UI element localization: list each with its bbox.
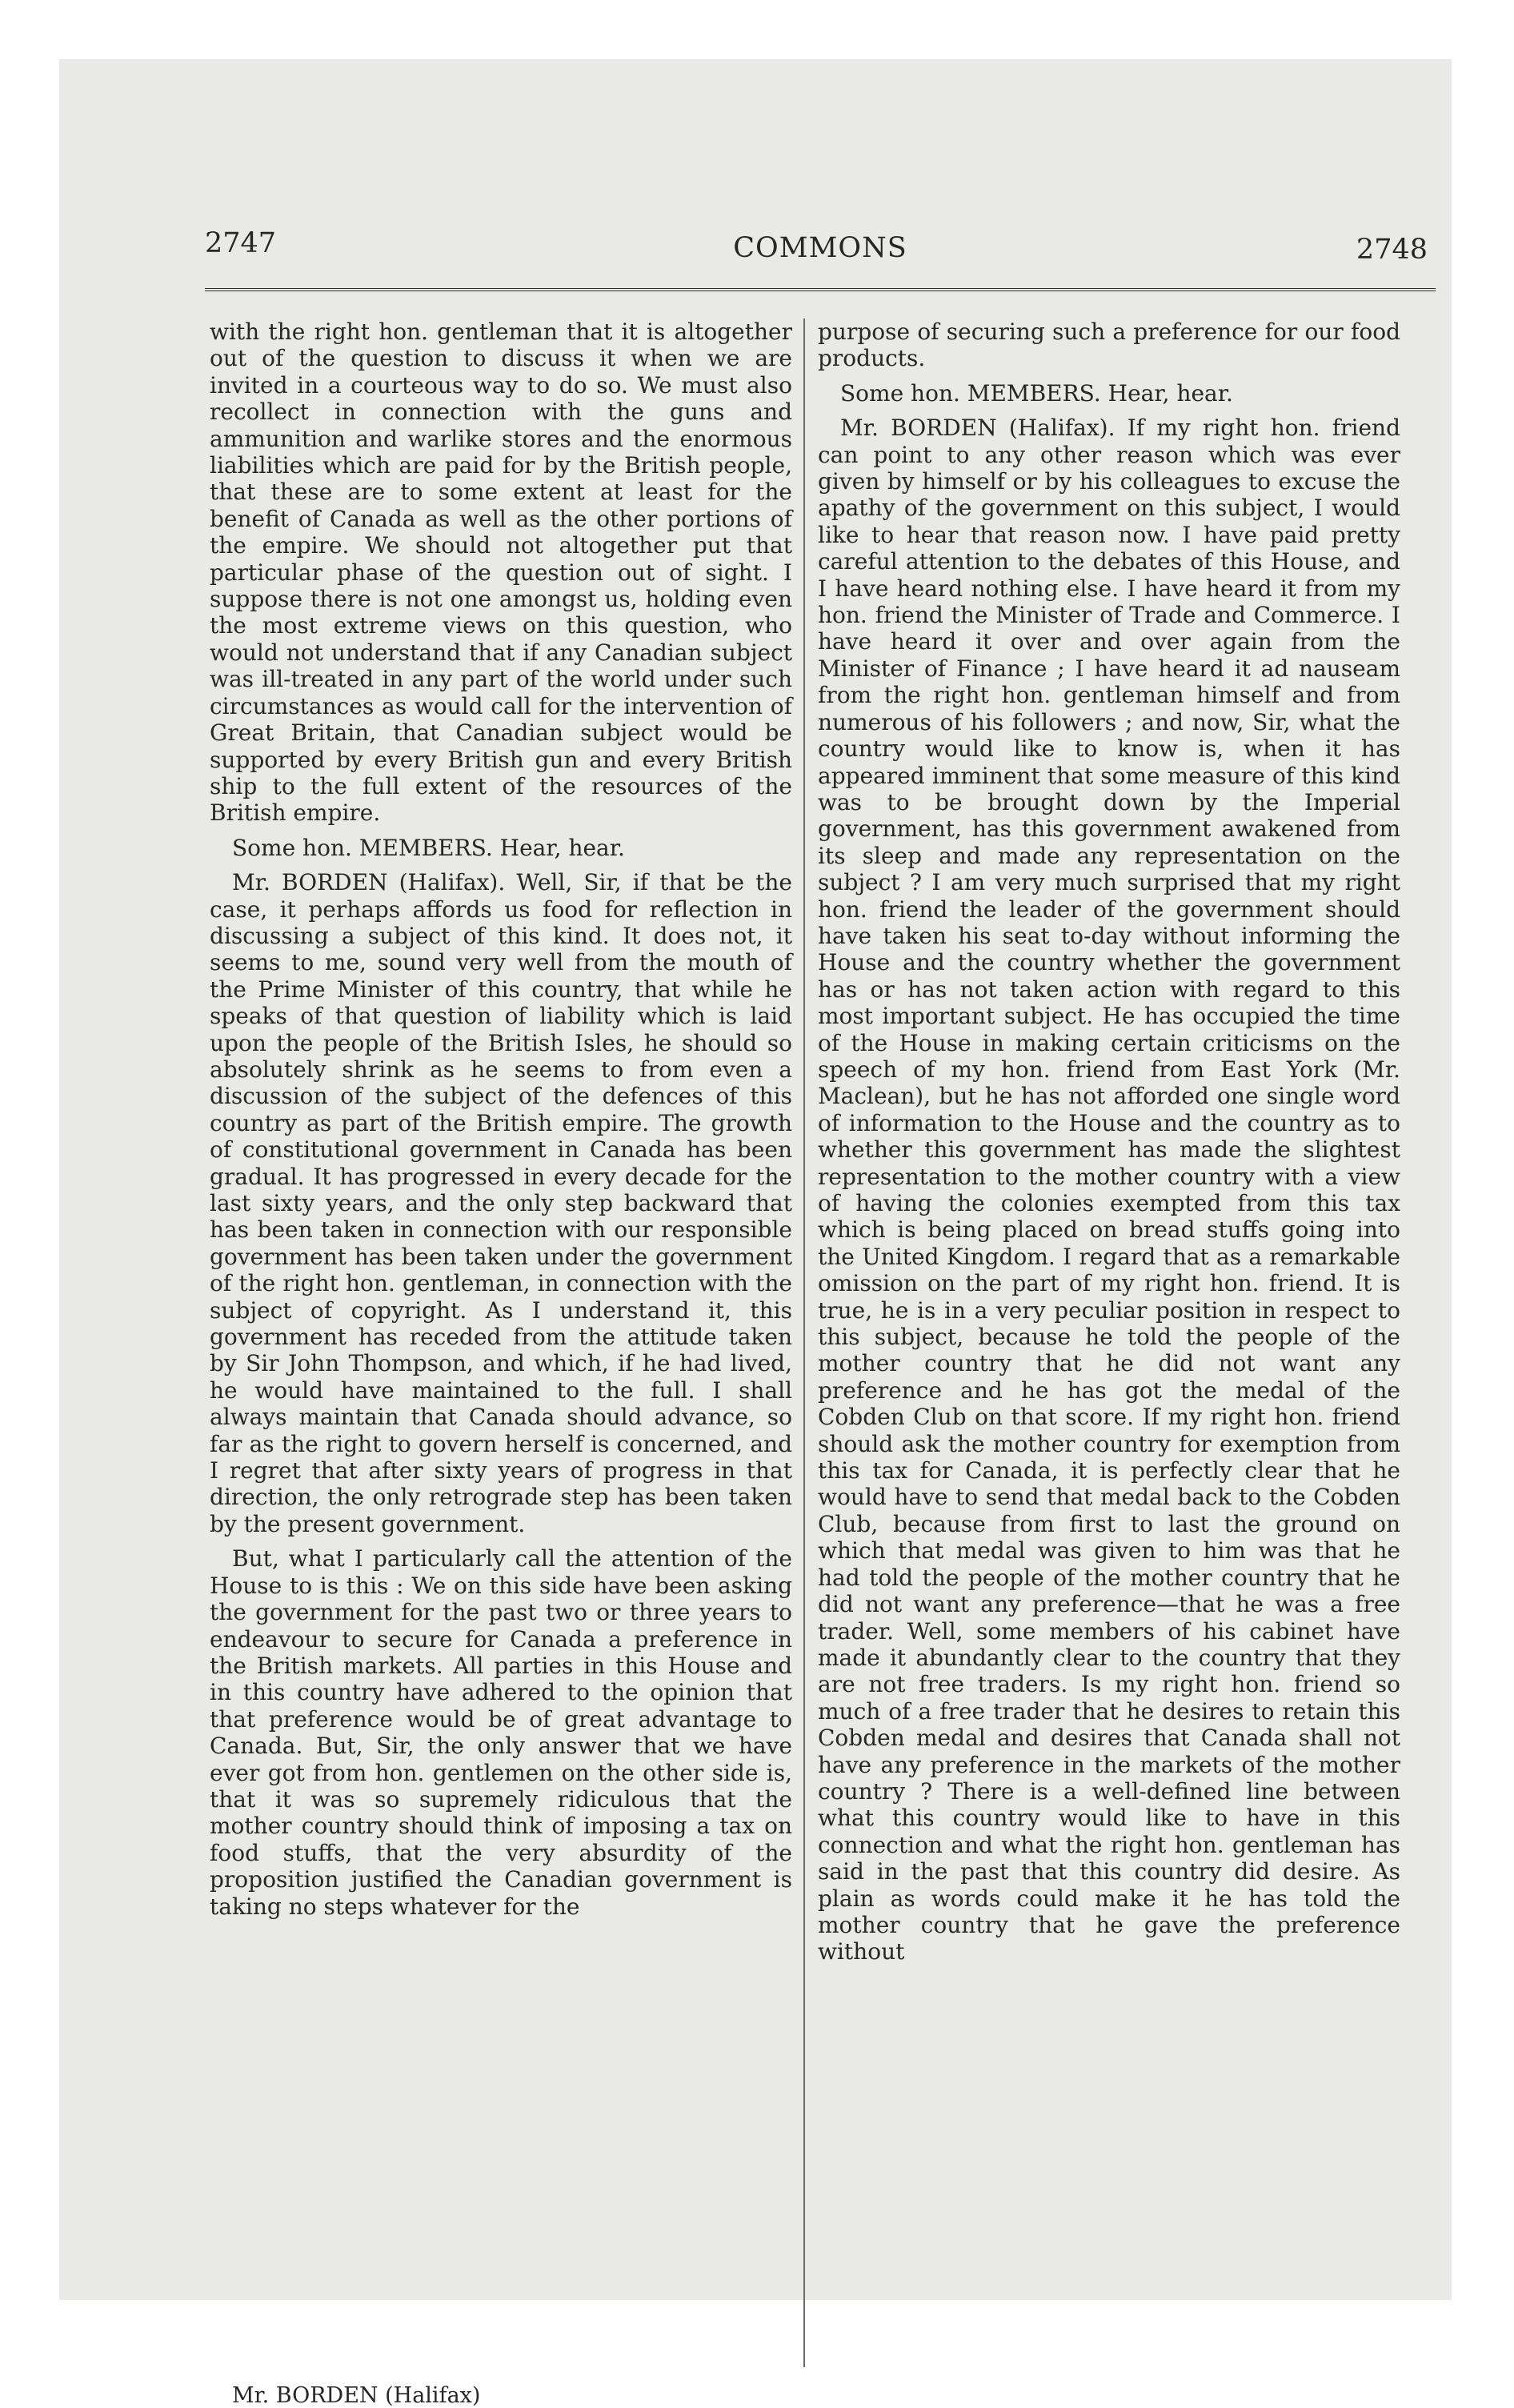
page-header: [205, 227, 1436, 275]
scanned-page: [59, 59, 1452, 2408]
interjection: Some hon. MEMBERS. Hear, hear.: [840, 379, 1233, 407]
header-rule: [205, 288, 1436, 294]
hansard-page: [205, 227, 1436, 2408]
page-number-left: 2747: [205, 227, 277, 259]
right-column: [818, 319, 1400, 1965]
paragraph: with the right hon. gentleman that it is altogether out of the question to discuss it when we are invited in a courteous way to do so. We must also recollect in connection with the guns and ammunition and warlike stores and the enormous liabilities which are paid for by the British people, that these are to some extent at least for the benefit of Canada as well as the other portions of the empire. We should not altogether put that particular phase of the question out of sight. I suppose there is not one amongst us, holding even the most extreme views on this question, who would not understand that if any Canadian subject was ill-treated in any part of the world under such circumstances as would call for the intervention of Great Britain, that Canadian subject would be supported by every British gun and every British ship to the full extent of the resources of the British empire.: [210, 319, 792, 827]
running-head: COMMONS: [733, 232, 907, 264]
column-divider: [803, 319, 805, 2367]
interjection: Some hon. MEMBERS. Hear, hear.: [232, 834, 625, 861]
paragraph: purpose of securing such a preference for our food products.: [818, 319, 1400, 372]
speech-paragraph: Mr. BORDEN (Halifax). If my right hon. friend can point to any other reason which was ever given by himself or by his colleagues to excuse the apathy of the government on this subject, I would like to hear that reason now. I have paid pretty careful attention to the debates of this House, and I have heard nothing else. I have heard it from my hon. friend the Minister of Trade and Commerce. I have heard it over and over again from the Minister of Finance ; I have heard it ad nauseam from the right hon. gentleman himself and from numerous of his followers ; and now, Sir, what the country would like to know is, when it has appeared imminent that some measure of this kind was to be brought down by the Imperial government, has this government awakened from its sleep and made any representation on the subject ? I am very much surprised that my right hon. friend the leader of the government should have taken his seat to-day without informing the House and the country whether the government has or has not taken action with regard to this most important subject. He has occupied the time of the House in making certain criticisms on the speech of my hon. friend from East York (Mr. Maclean), but he has not afforded one single word of information to the House and the country as to whether this government has made the slightest representation to the mother country with a view of having the colonies exempted from this tax which is being placed on bread stuffs going into the United Kingdom. I regard that as a remarkable omission on the part of my right hon. friend. It is true, he is in a very peculiar position in respect to this subject, because he told the people of the mother country that he did not want any preference and he has got the medal of the Cobden Club on that score. If my right hon. friend should ask the mother country for exemption from this tax for Canada, it is perfectly clear that he would have to send that medal back to the Cobden Club, because from first to last the ground on which that medal was given to him was that he had told the people of the mother country that he did not want any preference—that he was a free trader. Well, some members of his cabinet have made it abundantly clear to the country that they are not free traders. Is my right hon. friend so much of a free trader that he desires to retain this Cobden medal and desires that Canada shall not have any preference in the markets of the mother country ? There is a well-defined line between what this country would like to have in this connection and what the right hon. gentleman has said in the past that this country did desire. As plain as words could make it he has told the mother country that he gave the preference without: [818, 415, 1400, 1965]
speech-paragraph: But, what I particularly call the attention of the House to is this : We on this side have been asking the government for the past two or three years to endeavour to secure for Canada a preference in the British markets. All parties in this House and in this country have adhered to the opinion that that preference would be of great advantage to Canada. But, Sir, the only answer that we have ever got from hon. gentlemen on the other side is, that it was so supremely ridiculous that the mother country should think of imposing a tax on food stuffs, that the very absurdity of the proposition justified the Canadian government is taking no steps whatever for the: [210, 1545, 792, 1920]
footer-speaker: Mr. BORDEN (Halifax): [232, 2383, 481, 2408]
left-column: [210, 319, 792, 1920]
speech-paragraph: Mr. BORDEN (Halifax). Well, Sir, if that be the case, it perhaps affords us food for reflection in discussing a subject of this kind. It does not, it seems to me, sound very well from the mouth of the Prime Minister of this country, that while he speaks of that question of liability which is laid upon the people of the British Isles, he should so absolutely shrink as he seems to from even a discussion of the subject of the defences of this country as part of the British empire. The growth of constitutional government in Canada has been gradual. It has progressed in every decade for the last sixty years, and the only step backward that has been taken in connection with our responsible government has been taken under the government of the right hon. gentleman, in connection with the subject of copyright. As I understand it, this government has receded from the attitude taken by Sir John Thompson, and which, if he had lived, he would have maintained to the full. I shall always maintain that Canada should advance, so far as the right to govern herself is concerned, and I regret that after sixty years of progress in that direction, the only retrograde step has been taken by the present government.: [210, 869, 792, 1537]
page-number-right: 2748: [1356, 234, 1428, 266]
